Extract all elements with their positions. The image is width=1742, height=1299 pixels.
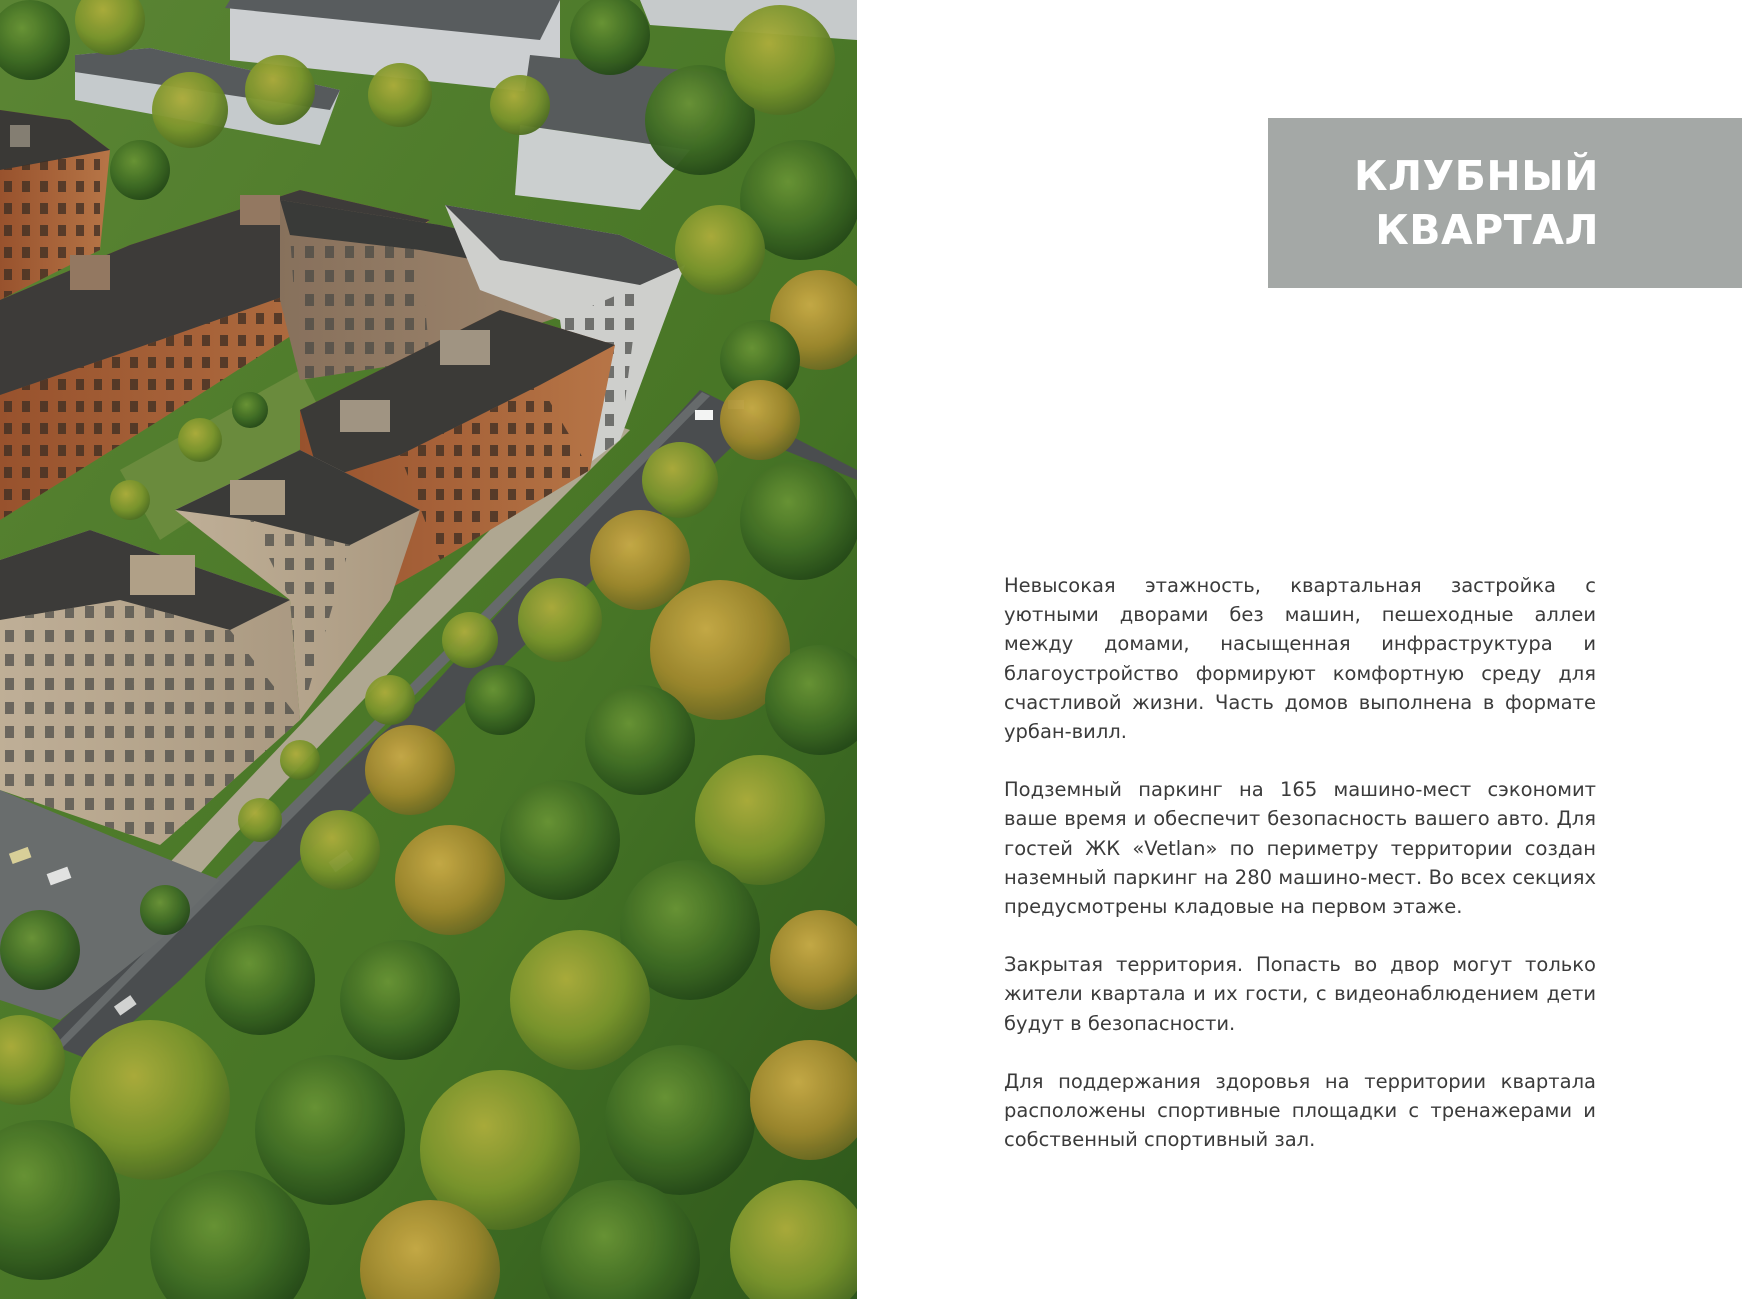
description-text — [1004, 571, 1596, 1154]
paragraph-parking: Подземный паркинг на 165 машино-мест сэкономит ваше время и обеспечит безопасность вашего авто. Для гостей ЖК «Vetlan» по периметру территории создан наземный паркинг на 280 машино-мест. Во всех секциях предусмотрены кладовые на первом этаже. — [1004, 778, 1596, 919]
paragraph-layout: Невысокая этажность, квартальная застройка с уютными дворами без машин, пешеходные аллеи между домами, насыщенная инфраструктура и благоустройство формируют комфортную среду для счастливой жизни. Часть домов выполнена в формате урбан-вилл. — [1004, 574, 1596, 744]
aerial-illustration — [0, 0, 857, 1299]
paragraph-security: Закрытая территория. Попасть во двор могут только жители квартала и их гости, с видеонаблюдением дети будут в безопасности. — [1004, 953, 1596, 1035]
paragraph-sports: Для поддержания здоровья на территории квартала расположены спортивные площадки с тренажерами и собственный спортивный зал. — [1004, 1069, 1596, 1152]
title-line-2: КВАРТАЛ — [1375, 206, 1599, 254]
title-banner — [1268, 118, 1742, 288]
aerial-photo — [0, 0, 857, 1299]
title-line-1: КЛУБНЫЙ — [1353, 152, 1599, 200]
